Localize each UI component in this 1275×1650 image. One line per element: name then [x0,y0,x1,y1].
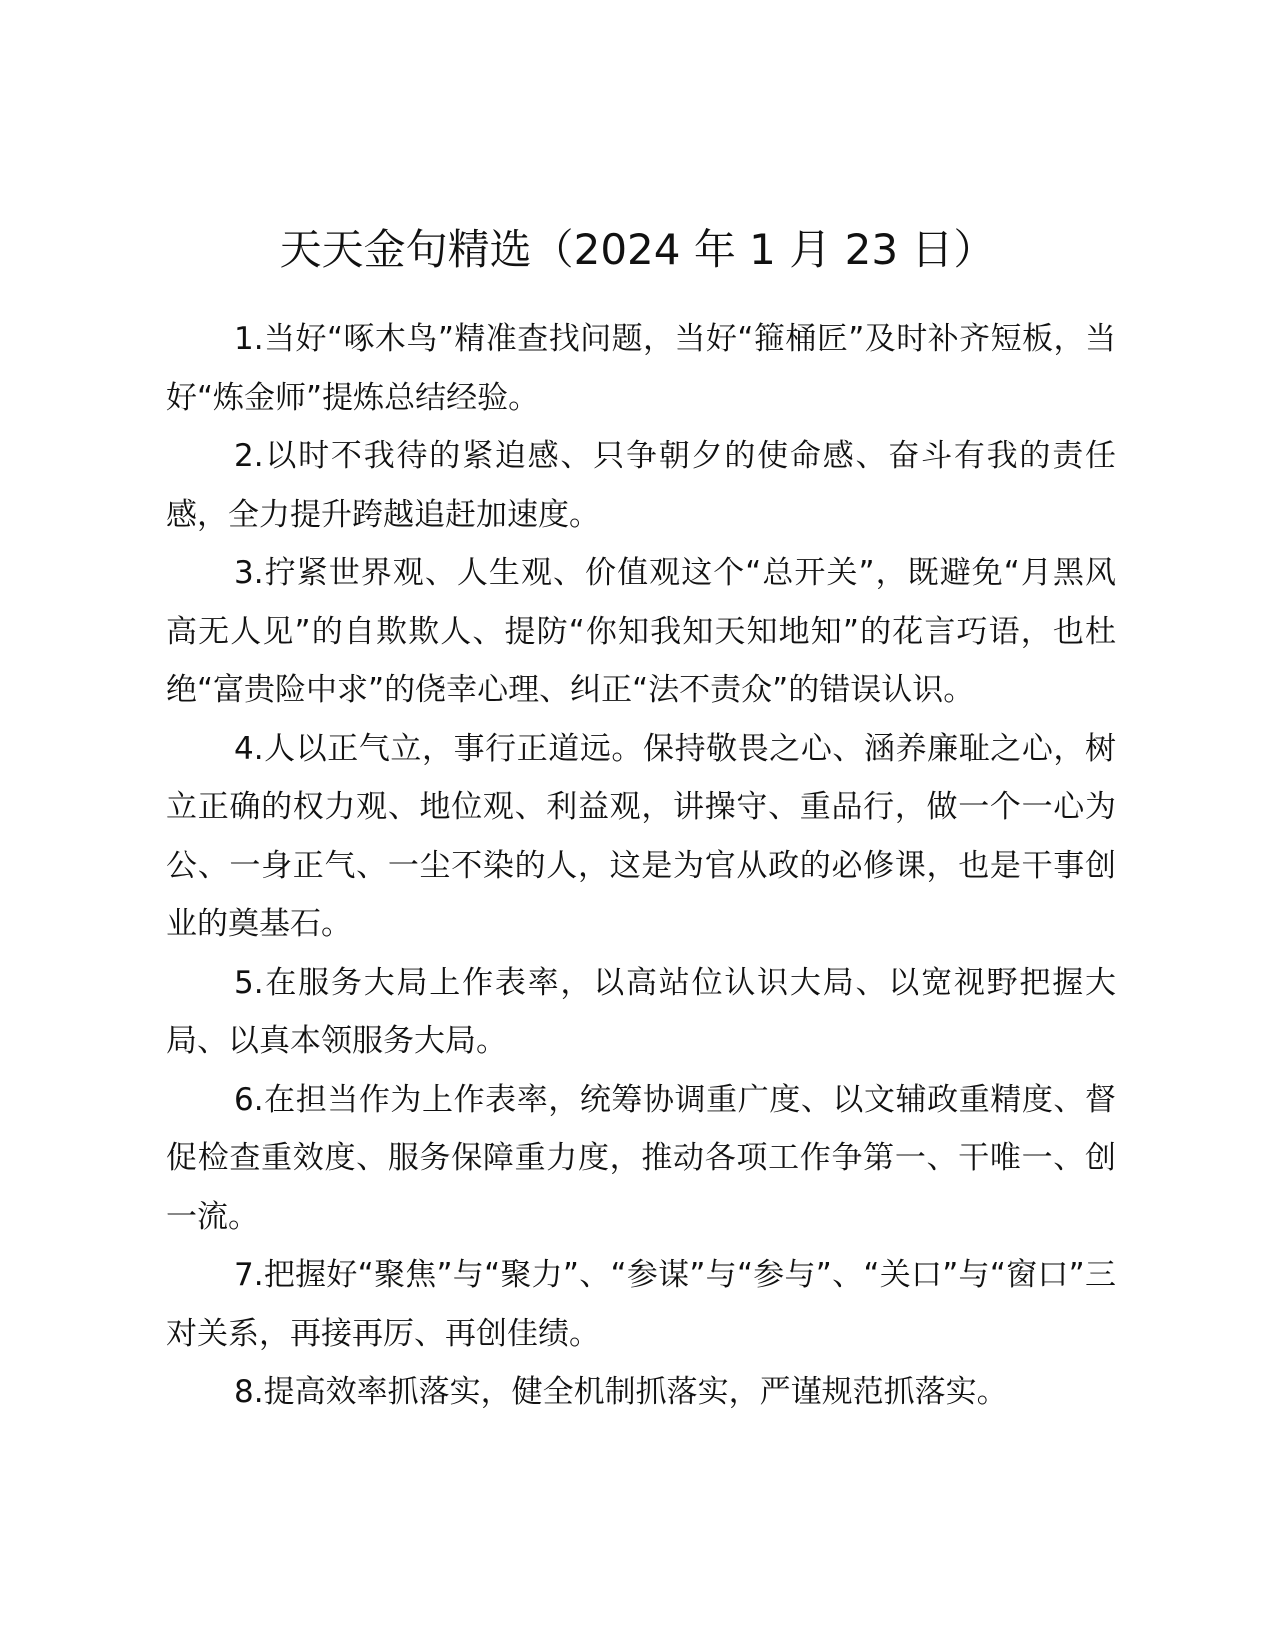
paragraph-8: 8.提高效率抓落实，健全机制抓落实，严谨规范抓落实。 [234,1374,1008,1410]
paragraph-6: 6.在担当作为上作表率，统筹协调重广度、以文辅政重精度、督促检查重效度、服务保障重力度，推动各项工作争第一、干唯一、创一流。 [166,1081,1116,1235]
paragraph-4: 4.人以正气立，事行正道远。保持敬畏之心、涵养廉耻之心，树立正确的权力观、地位观、利益观，讲操守、重品行，做一个一心为公、一身正气、一尘不染的人，这是为官从政的必修课，也是干事创业的奠基石。 [166,730,1116,942]
paragraph-5: 5.在服务大局上作表率，以高站位认识大局、以宽视野把握大局、以真本领服务大局。 [166,964,1116,1059]
paragraph-7: 7.把握好“聚焦”与“聚力”、“参谋”与“参与”、“关口”与“窗口”三对关系，再接再厉、再创佳绩。 [166,1257,1116,1352]
paragraph-3: 3.拧紧世界观、人生观、价值观这个“总开关”，既避免“月黑风高无人见”的自欺欺人、提防“你知我知天知地知”的花言巧语，也杜绝“富贵险中求”的侥幸心理、纠正“法不责众”的错误认识。 [166,555,1116,708]
paragraph-2: 2.以时不我待的紧迫感、只争朝夕的使命感、奋斗有我的责任感，全力提升跨越追赶加速度。 [166,438,1116,533]
paragraph-1: 1.当好“啄木鸟”精准查找问题，当好“箍桶匠”及时补齐短板，当好“炼金师”提炼总结经验。 [166,321,1116,416]
document-body [166,310,1116,1422]
document-title: 天天金句精选（2024 年 1 月 23 日） [279,225,996,274]
